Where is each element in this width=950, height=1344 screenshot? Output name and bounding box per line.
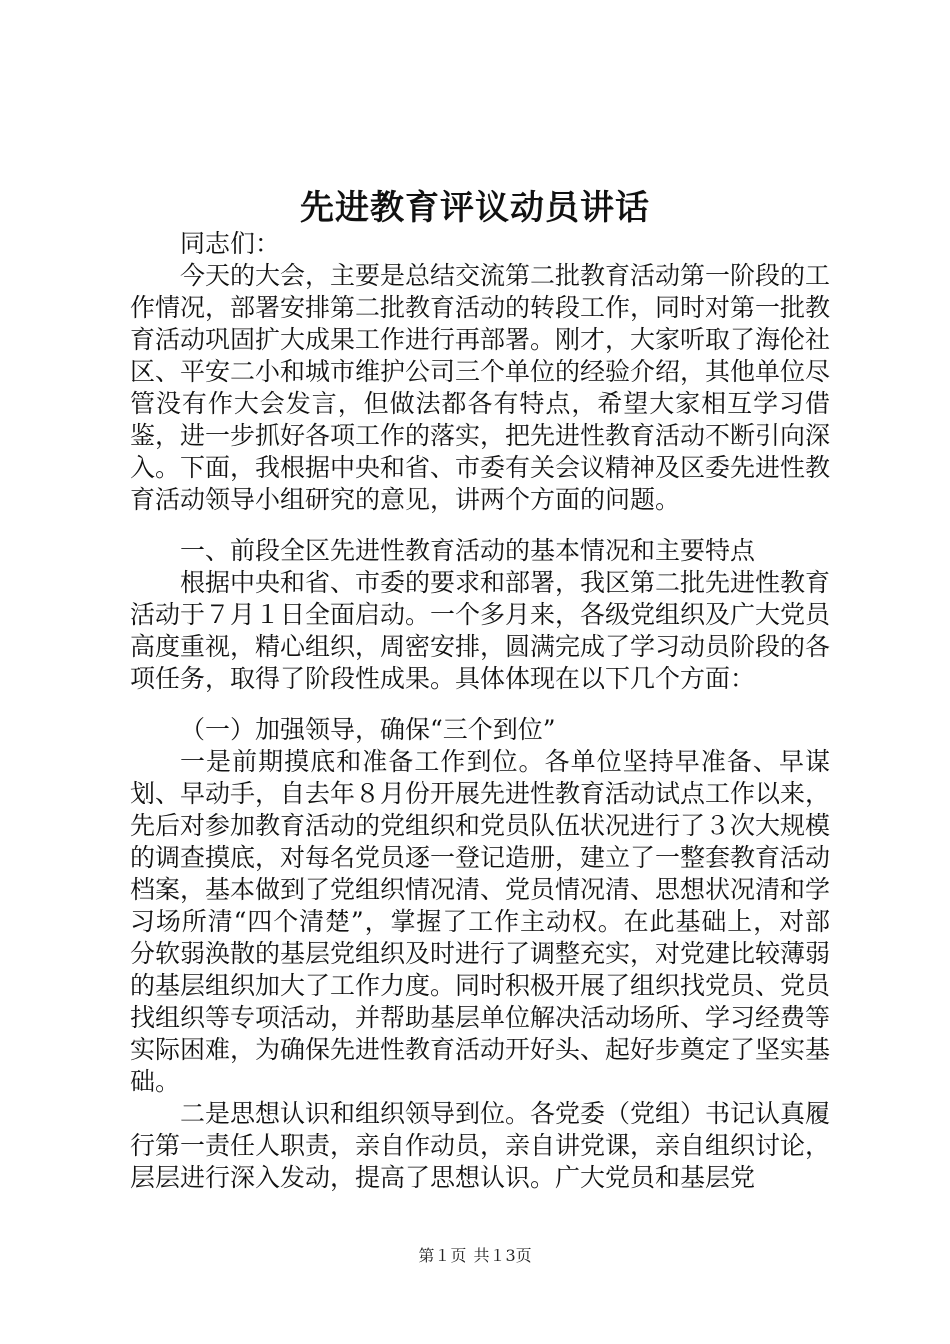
point-1-paragraph: 一是前期摸底和准备工作到位。各单位坚持早准备、早谋划、早动手，自去年８月份开展先进性教育活动试点工作以来，先后对参加教育活动的党组织和党员队伍状况进行了３次大规模的调查摸底，对每名党员逐一登记造册，建立了一整套教育活动档案，基本做到了党组织情况清、党员情况清、思想状况清和学习场所清“四个清楚”，掌握了工作主动权。在此基础上，对部分软弱涣散的基层党组织及时进行了调整充实，对党建比较薄弱的基层组织加大了工作力度。同时积极开展了组织找党员、党员找组织等专项活动，并帮助基层单位解决活动场所、学习经费等实际困难，为确保先进性教育活动开好头、起好步奠定了坚实基础。 xyxy=(130,747,831,1096)
section-heading-1: 一、前段全区先进性教育活动的基本情况和主要特点 xyxy=(180,536,756,565)
salutation-paragraph: 同志们： xyxy=(180,229,281,258)
page-footer xyxy=(0,1246,950,1266)
document-title: 先进教育评议动员讲话 xyxy=(300,188,650,228)
document-body xyxy=(130,228,830,1194)
subsection-heading-1: （一）加强领导，确保“三个到位” xyxy=(180,715,556,744)
intro-paragraph: 今天的大会，主要是总结交流第二批教育活动第一阶段的工作情况，部署安排第二批教育活动的转段工作，同时对第一批教育活动巩固扩大成果工作进行再部署。刚才，大家听取了海伦社区、平安二小和城市维护公司三个单位的经验介绍，其他单位尽管没有作大会发言，但做法都各有特点，希望大家相互学习借鉴，进一步抓好各项工作的落实，把先进性教育活动不断引向深入。下面，我根据中央和省、市委有关会议精神及区委先进性教育活动领导小组研究的意见，讲两个方面的问题。 xyxy=(130,261,831,514)
page-number: 第１页 xyxy=(418,1246,467,1265)
section-1-paragraph: 根据中央和省、市委的要求和部署，我区第二批先进性教育活动于７月１日全面启动。一个多月来，各级党组织及广大党员高度重视，精心组织，周密安排，圆满完成了学习动员阶段的各项任务，取得了阶段性成果。具体体现在以下几个方面： xyxy=(130,568,831,693)
page-total: 共１3页 xyxy=(473,1246,532,1265)
point-2-paragraph: 二是思想认识和组织领导到位。各党委（党组）书记认真履行第一责任人职责，亲自作动员，亲自讲党课，亲自组织讨论，层层进行深入发动，提高了思想认识。广大党员和基层党 xyxy=(130,1099,831,1192)
